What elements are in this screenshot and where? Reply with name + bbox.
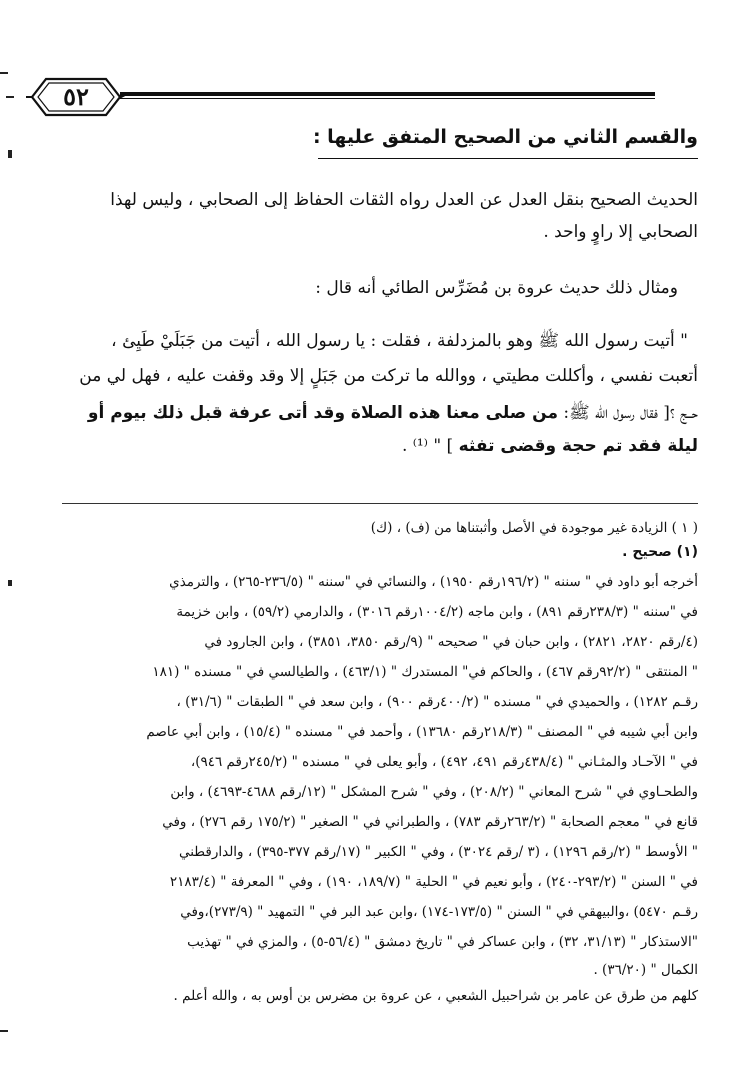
body-line: الصحابي إلا راوٍ واحد . xyxy=(543,222,698,242)
footnote-line: في " السنن " (٢٩٣/٢-٢٤٠) ، وأبو نعيم في " الحلية " (١٨٩/٧، ١٩٠) ، وفي " المعرفة " (٢١٨٣/٤ xyxy=(169,874,698,890)
footnote-line: رقـم ١٢٨٢) ، والحميدي في " مسنده " (٤٠٠/٢رقم ٩٠٠) ، وابن سعد في " الطبقات " (٣١/٦) ، xyxy=(176,694,698,710)
margin-mark xyxy=(0,72,8,74)
hadith-text-bold: ليلة فقد تم حجة وقضى تفثه xyxy=(458,436,698,456)
footnote-line: (٤/رقم ٢٨٢٠، ٢٨٢١) ، وابن حبان في " صحيحه " (٩/رقم ٣٨٥٠، ٣٨٥١) ، وابن الجارود في xyxy=(204,634,698,650)
footnote-line: "الاستذكار " (٣١/١٣، ٣٢) ، وابن عساكر في " تاريخ دمشق " (٥٦/٤-٥) ، والمزي في " تهذيب xyxy=(187,934,698,950)
margin-mark xyxy=(8,150,12,158)
margin-mark xyxy=(0,1030,8,1032)
footnote-line: وابن أبي شيبه في " المصنف " (٢١٨/٣رقم ١٣٦٨٠) ، وأحمد في " مسنده " (١٥/٤) ، وابن أبي عاصم xyxy=(146,724,698,740)
footnote-line: في " الآحـاد والمثـاني " (٤٣٨/٤رقم ٤٩١، ٤٩٢) ، وأبو يعلى في " مسنده " (٢٤٥/٢رقم ٩٤٦)، xyxy=(190,754,698,770)
footnote-line: رقـم ٥٤٧٠) ،والبيهقي في " السنن " (١٧٣/٥-١٧٤) ،وابن عبد البر في " التمهيد " (٢٧٣/٩)،وفي xyxy=(180,904,698,920)
body-line: ومثال ذلك حديث عروة بن مُضَرِّس الطائي أنه قال : xyxy=(315,278,678,298)
page-number: ٥٢ xyxy=(63,82,89,111)
body-line: أتعبت نفسي ، وأكللت مطيتي ، ووالله ما تركت من جَبَلٍ إلا وقد وقفت عليه ، فهل لي من xyxy=(79,366,698,386)
footnote-line: كلهم من طرق عن عامر بن شراحبيل الشعبي ، عن عروة بن مضرس بن أوس به ، والله أعلم . xyxy=(173,988,698,1004)
body-line xyxy=(40,402,698,427)
body-text: حــج ؟[ فقال رسول الله ﷺ: xyxy=(563,403,698,423)
footnote-line: ( ١ ) الزيادة غير موجودة في الأصل وأثبتناها من (ف) ، (ك) xyxy=(370,520,698,536)
section-title: والقسم الثاني من الصحيح المتفق عليها : xyxy=(312,126,698,148)
header-rule xyxy=(120,92,655,96)
footnote-line: في "سننه " (٢٣٨/٣رقم ٨٩١) ، وابن ماجه (١٠٠٤/٢رقم ٣٠١٦) ، والدارمي (٥٩/٢) ، وابن خزيمة xyxy=(176,604,698,620)
footnote-line: أخرجه أبو داود في " سننه " (١٩٦/٢رقم ١٩٥٠) ، والنسائي في "سننه " (٢٣٦/٥-٢٦٥) ، والترمذي xyxy=(169,574,698,590)
footnote-line: " المنتقى " (٩٢/٢رقم ٤٦٧) ، والحاكم في" المستدرك " (٤٦٣/١) ، والطيالسي في " مسنده " (١٨١ xyxy=(152,664,698,680)
footnote-ref: ] " ⁽¹⁾ . xyxy=(401,436,454,456)
header-rule-thin xyxy=(120,98,655,99)
footnote-line: " الأوسط " (٢/رقم ١٢٩٦) ، (٣ /رقم ٣٠٢٤) ، وفي " الكبير " (١٧/رقم ٣٧٧-٣٩٥) ، والدارقطني xyxy=(178,844,698,860)
body-line: " أتيت رسول الله ﷺ وهو بالمزدلفة ، فقلت : يا رسول الله ، أتيت من جَبَلَيْ طَيِئ ، xyxy=(111,331,688,351)
footnote-heading: (١) صحيح . xyxy=(622,544,698,560)
margin-mark xyxy=(6,96,14,98)
footnote-line: الكمال " (٣٦/٢٠) . xyxy=(593,962,698,978)
margin-mark xyxy=(8,580,12,586)
title-underline xyxy=(318,158,698,159)
body-line: الحديث الصحيح بنقل العدل عن العدل رواه الثقات الحفاظ إلى الصحابي ، وليس لهذا xyxy=(110,190,698,210)
hadith-text-bold: من صلى معنا هذه الصلاة وقد أتى عرفة قبل ذلك بيوم أو xyxy=(87,403,558,423)
body-line xyxy=(380,436,698,456)
footnote-line: والطحـاوي في " شرح المعاني " (٢٠٨/٢) ، وفي " شرح المشكل " (١٢/رقم ٤٦٨٨-٤٦٩٣) ، وابن xyxy=(170,784,698,800)
footnote-divider xyxy=(62,503,698,504)
footnote-line: قانع في " معجم الصحابة " (٢٦٣/٢رقم ٧٨٣) ، والطبراني في " الصغير " (١٧٥/٢ رقم ٢٧٦) ، وفي xyxy=(162,814,698,830)
